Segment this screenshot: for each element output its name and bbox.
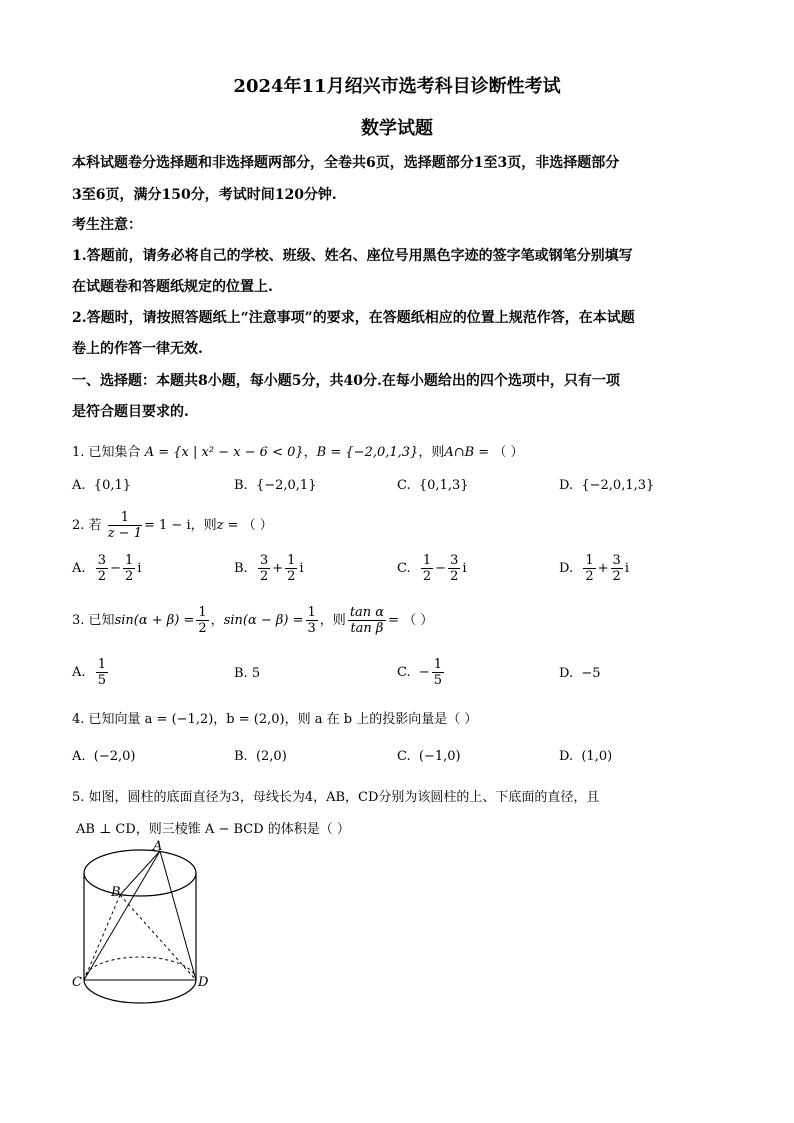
q3-comma: ， [210, 613, 224, 628]
q5-number: 5. [72, 790, 85, 805]
q2-blank: （ ） [242, 518, 273, 533]
segment-bc [84, 895, 120, 980]
question-1 [72, 441, 523, 460]
q1-option-d[interactable]: D. {−2,0,1,3} [559, 478, 655, 493]
q2-then: ，则 [190, 518, 217, 533]
q1-number: 1. [72, 445, 85, 460]
q3-eq-2: sin(α − β) = [223, 613, 304, 628]
notice-title: 考生注意： [72, 217, 142, 233]
question-5-line-2: AB ⊥ CD，则三棱锥 A − BCD 的体积是（ ） [76, 822, 350, 837]
label-b: B [111, 885, 121, 900]
cylinder-figure [70, 838, 220, 1008]
q1-then: ，则 [418, 445, 445, 460]
label-d: D [198, 975, 209, 990]
q4-text: 已知向量 a = (−1,2)，b = (2,0)，则 a 在 b 上的投影向量是（ ） [88, 712, 478, 727]
segment-ac [84, 851, 160, 980]
exam-subject: 数学试题 [361, 118, 433, 139]
q5-text-1: 如图，圆柱的底面直径为3，母线长为4，AB，CD分别为该圆柱的上、下底面的直径，且 [88, 790, 600, 805]
q3-option-b[interactable]: B. 5 [234, 666, 261, 681]
q1-option-a[interactable]: A. {0,1} [72, 478, 132, 493]
section-1-line-2: 是符合题目要求的. [72, 404, 189, 420]
q1-comma: ， [303, 445, 317, 460]
q2-eq: = 1 − i [143, 518, 191, 533]
q1-option-b[interactable]: B. {−2,0,1} [234, 478, 317, 493]
intro-line-1: 本科试题卷分选择题和非选择题两部分，全卷共6页，选择题部分1至3页，非选择题部分 [72, 155, 620, 171]
q2-pre: 若 [88, 518, 102, 533]
note-2-line-2: 卷上的作答一律无效. [72, 341, 203, 357]
q3-frac-2: $\frac{1}{3}$ [307, 605, 316, 636]
intro-line-2: 3至6页，满分150分，考试时间120分钟. [72, 187, 337, 203]
q4-option-a[interactable]: A. (−2,0) [72, 749, 136, 764]
question-3 [72, 605, 433, 636]
q3-option-d[interactable]: D. −5 [559, 666, 601, 681]
note-2-line-1: 2.答题时，请按照答题纸上“注意事项”的要求，在答题纸相应的位置上规范作答，在本试题 [72, 310, 635, 326]
q4-option-c[interactable]: C. (−1,0) [397, 749, 461, 764]
q3-blank: （ ） [403, 613, 434, 628]
q1-expr: A∩B = [444, 445, 490, 460]
exam-title: 2024年11月绍兴市选考科目诊断性考试 [233, 76, 561, 97]
q2-expr: z = [216, 518, 239, 533]
q1-option-c[interactable]: C. {0,1,3} [397, 478, 469, 493]
q4-option-d[interactable]: D. (1,0) [559, 749, 613, 764]
note-1-line-2: 在试题卷和答题纸规定的位置上. [72, 279, 273, 295]
q2-option-c[interactable]: C. $\frac{1}{2}$ − $\frac{3}{2}$ i [397, 553, 467, 584]
q2-option-b[interactable]: B. $\frac{3}{2}$ + $\frac{1}{2}$ i [234, 553, 304, 584]
cylinder-bottom-front [84, 980, 196, 1003]
q1-set-b: B = {−2,0,1,3} [316, 445, 419, 460]
q2-number: 2. [72, 518, 85, 533]
q3-eq-1: sin(α + β) = [114, 613, 195, 628]
question-2 [72, 510, 273, 541]
q4-option-b[interactable]: B. (2,0) [234, 749, 287, 764]
segment-ab [120, 851, 160, 895]
q3-option-c[interactable]: C. − $\frac{1}{5}$ [397, 657, 443, 688]
q4-number: 4. [72, 712, 85, 727]
q3-eq: = [388, 613, 399, 628]
q3-frac-1: $\frac{1}{2}$ [198, 605, 207, 636]
label-c: C [72, 975, 82, 990]
segment-ad [160, 851, 196, 980]
q2-option-a[interactable]: A. $\frac{3}{2}$ − $\frac{1}{2}$ i [72, 553, 142, 584]
q2-option-d[interactable]: D. $\frac{1}{2}$ + $\frac{3}{2}$ i [559, 553, 629, 584]
q3-number: 3. [72, 613, 85, 628]
q3-pre: 已知 [88, 613, 115, 628]
q2-fraction: $\frac{1}{z - 1}$ [107, 510, 142, 541]
q3-ratio: $\frac{\text{tan α}}{\text{tan β}}$ [349, 605, 385, 636]
label-a: A [153, 839, 163, 854]
q1-pre: 已知集合 [88, 445, 141, 460]
cylinder-bottom-back [84, 957, 196, 980]
q1-blank: （ ） [493, 445, 524, 460]
q3-then: ，则 [319, 613, 346, 628]
note-1-line-1: 1.答题前，请务必将自己的学校、班级、姓名、座位号用黑色字迹的签字笔或钢笔分别填写 [72, 248, 633, 264]
question-5-line-1 [72, 786, 599, 805]
q1-set-a: A = {x | x² − x − 6 < 0} [144, 445, 304, 460]
section-1-line-1: 一、选择题：本题共8小题，每小题5分，共40分.在每小题给出的四个选项中，只有一项 [72, 373, 620, 389]
question-4 [72, 708, 477, 727]
q3-option-a[interactable]: A. $\frac{1}{5}$ [72, 657, 107, 688]
